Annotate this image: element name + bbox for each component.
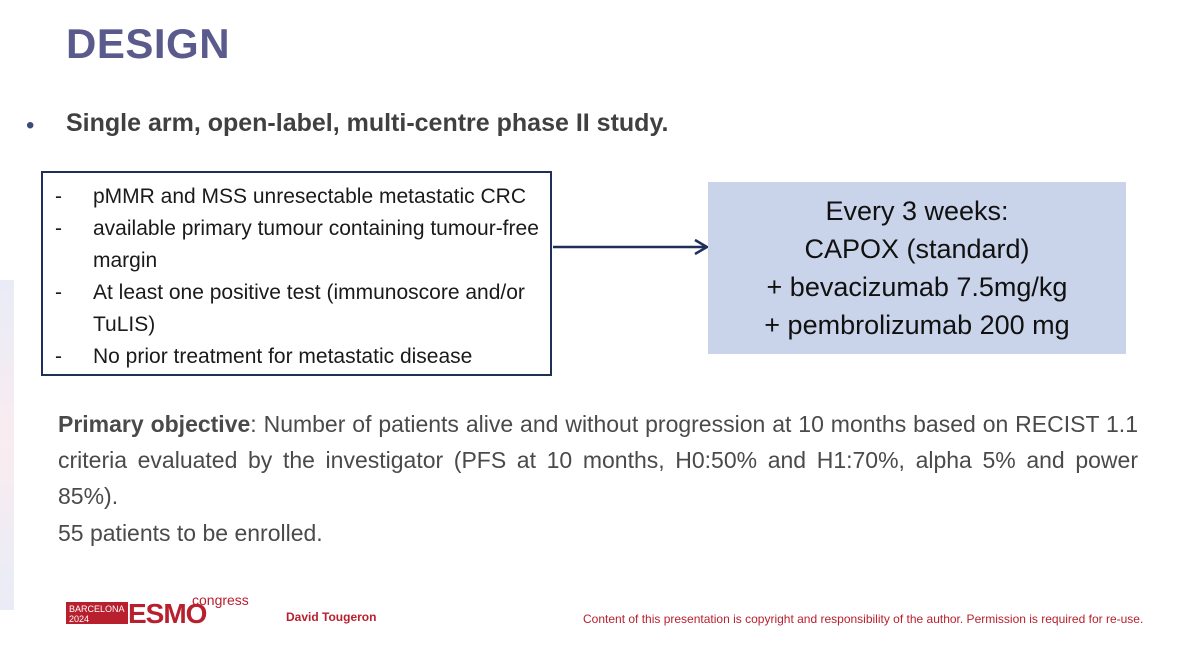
criteria-dash: -	[55, 345, 62, 368]
edge-decoration	[0, 280, 14, 610]
regimen-line: + pembrolizumab 200 mg	[764, 310, 1070, 340]
primary-objective	[58, 406, 1138, 514]
bullet-dot: •	[26, 112, 35, 139]
logo-city-block	[66, 602, 128, 624]
criteria-list	[55, 181, 540, 373]
enrollment-text: 55 patients to be enrolled.	[58, 520, 323, 546]
criteria-dash: -	[55, 281, 62, 304]
study-design-bullet: Single arm, open-label, multi-centre phase II study.	[66, 109, 669, 137]
primary-objective-text: : Number of patients alive and without progression at 10 months based on RECIST 1.1 criteria evaluated by the investigator (PFS at 10 months, H0:50% and H1:70%, alpha 5% and power 85%).	[58, 411, 1138, 509]
arrow-right-icon	[553, 237, 713, 257]
eligibility-criteria-box	[41, 171, 552, 376]
slide-title: DESIGN	[66, 20, 231, 67]
primary-objective-label: Primary objective	[58, 411, 251, 437]
criteria-dash: -	[55, 185, 62, 208]
criteria-dash: -	[55, 217, 62, 240]
regimen-line: CAPOX (standard)	[804, 234, 1030, 264]
esmo-congress-logo	[66, 594, 256, 634]
logo-brand: ESMO	[128, 598, 207, 629]
treatment-regimen-box	[708, 182, 1126, 354]
regimen-line: Every 3 weeks:	[825, 196, 1009, 226]
regimen-line: + bevacizumab 7.5mg/kg	[766, 272, 1068, 302]
criteria-item	[55, 277, 540, 341]
logo-year: 2024	[69, 614, 90, 624]
logo-congress: congress	[192, 592, 249, 608]
criteria-text: At least one positive test (immunoscore and/or TuLIS)	[93, 281, 525, 336]
author-name: David Tougeron	[286, 610, 377, 624]
criteria-text: available primary tumour containing tumour-free margin	[93, 217, 539, 272]
criteria-item	[55, 213, 540, 277]
logo-city: BARCELONA	[69, 604, 125, 614]
copyright-notice: Content of this presentation is copyright and responsibility of the author. Permission is required for re-use.	[583, 612, 1144, 626]
criteria-item	[55, 341, 540, 373]
criteria-text: pMMR and MSS unresectable metastatic CRC	[93, 185, 526, 208]
criteria-item	[55, 181, 540, 213]
criteria-text: No prior treatment for metastatic disease	[93, 345, 473, 368]
